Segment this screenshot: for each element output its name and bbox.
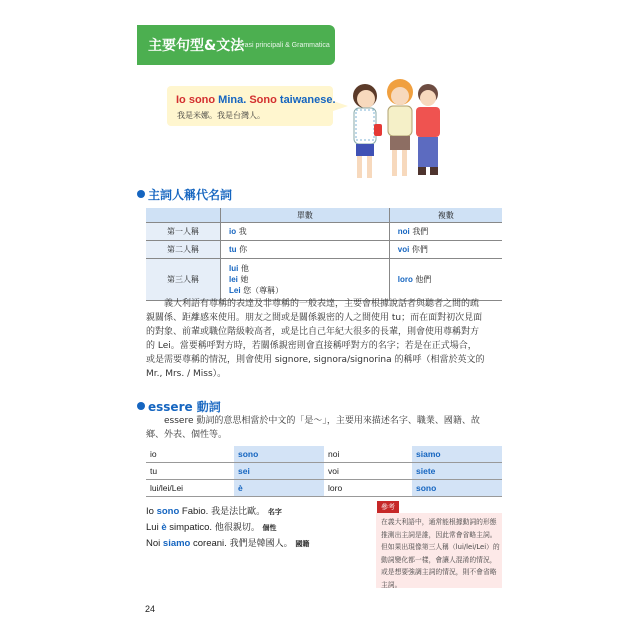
pronoun-cell: lui/lei/Lei bbox=[146, 480, 234, 497]
singular-cell bbox=[221, 223, 390, 241]
verb-cell: sono bbox=[234, 446, 324, 463]
pronoun-cell: loro bbox=[324, 480, 412, 497]
note-line: 或是想要強調主詞的情況，則不會省略 bbox=[381, 568, 497, 577]
paragraph-line: 的 Lei。當要稱呼對方時，若關係親密則會直接稱呼對方的名字；若是在正式場合， bbox=[146, 341, 477, 351]
section1-bullet-icon bbox=[137, 190, 145, 198]
example-sentence bbox=[146, 504, 282, 517]
section2-title: essere 動詞 bbox=[148, 400, 221, 414]
pronoun-cell: noi bbox=[324, 446, 412, 463]
pronoun-paragraph bbox=[146, 297, 506, 381]
pronoun-cell: io bbox=[146, 446, 234, 463]
pronoun-line bbox=[229, 263, 389, 274]
verb-cell: siamo bbox=[412, 446, 502, 463]
note-line: 但如果出現像第三人稱（lui/lei/Lei）的 bbox=[381, 543, 500, 552]
note-line: 在義大利語中，通常能根據動詞的形態 bbox=[381, 518, 497, 526]
pronoun-zh: 他 bbox=[240, 264, 249, 273]
row-label: 第三人稱 bbox=[146, 259, 221, 301]
reference-note-label: 參考 bbox=[377, 501, 399, 513]
note-line: 推測出主詞是誰，因此常會省略主詞。 bbox=[381, 530, 497, 539]
pronoun-it: io bbox=[229, 227, 237, 236]
section2-bullet-icon bbox=[137, 402, 145, 410]
example-sentence bbox=[146, 536, 309, 549]
row-label: 第一人稱 bbox=[146, 223, 221, 241]
pronoun-it: tu bbox=[229, 245, 237, 254]
pronoun-zh: 你 bbox=[239, 245, 248, 254]
verb-cell: è bbox=[234, 480, 324, 497]
example-subject: Lui bbox=[146, 522, 162, 533]
example-rest: simpatico. bbox=[166, 522, 213, 533]
bubble-sono: Sono bbox=[249, 94, 280, 106]
people-illustration bbox=[340, 74, 450, 184]
note-line: 主詞。 bbox=[381, 580, 402, 589]
plural-cell bbox=[389, 223, 502, 241]
bubble-io-sono: Io sono bbox=[176, 94, 219, 106]
section-header-title: 主要句型&文法 bbox=[148, 38, 245, 54]
paragraph-line: 鄉、外表、個性等。 bbox=[146, 430, 228, 440]
table-row bbox=[146, 446, 502, 463]
table-row bbox=[146, 480, 502, 497]
paragraph-line: 親關係、距離感來使用。朋友之間或是關係親密的人之間使用 tu；而在面對初次見面 bbox=[146, 313, 483, 323]
table-row bbox=[146, 223, 502, 241]
pronoun-cell: voi bbox=[324, 463, 412, 480]
example-verb: sono bbox=[156, 506, 180, 517]
example-tag: 個性 bbox=[262, 524, 277, 532]
plural-cell bbox=[389, 241, 502, 259]
example-rest: coreani. bbox=[190, 538, 227, 549]
example-verb: siamo bbox=[162, 538, 191, 549]
example-translation: 他很親切。 bbox=[212, 523, 260, 533]
essere-table bbox=[146, 446, 502, 497]
bubble-translation: 我是米娜。我是台灣人。 bbox=[177, 111, 265, 120]
pronoun-it: noi bbox=[397, 227, 410, 236]
singular-cell bbox=[221, 259, 390, 301]
paragraph-line: Mr., Mrs. / Miss）。 bbox=[146, 369, 227, 379]
pronoun-it: Lei bbox=[229, 286, 241, 295]
paragraph-line: 的對象、前輩或職位階級較高者，或是比自己年紀大很多的長輩，則會使用尊稱對方 bbox=[146, 327, 480, 337]
section1-title: 主詞人稱代名詞 bbox=[148, 188, 233, 202]
table-row bbox=[146, 259, 502, 301]
paragraph-line: essere 動詞的意思相當於中文的「是～」，主要用來描述名字、職業、國籍、故 bbox=[164, 416, 480, 426]
pronoun-zh: 我們 bbox=[412, 227, 429, 236]
table-row bbox=[146, 463, 502, 480]
pronoun-zh: 他們 bbox=[415, 275, 432, 284]
table-corner bbox=[146, 208, 221, 223]
pronoun-line bbox=[229, 274, 389, 285]
example-subject: Noi bbox=[146, 538, 163, 549]
pronoun-it: lui bbox=[229, 264, 239, 273]
pronoun-zh: 她 bbox=[240, 275, 249, 284]
pronoun-it: lei bbox=[229, 275, 238, 284]
bubble-taiwanese: taiwanese. bbox=[279, 94, 336, 106]
pronoun-table bbox=[146, 208, 502, 301]
verb-cell: sei bbox=[234, 463, 324, 480]
note-line: 動詞變化都一樣，會讓人混淆的情況， bbox=[381, 555, 497, 564]
row-label: 第二人稱 bbox=[146, 241, 221, 259]
example-translation: 我是法比歐。 bbox=[208, 507, 266, 517]
pronoun-zh: 我 bbox=[238, 227, 247, 236]
col-singular: 單數 bbox=[221, 208, 390, 223]
col-plural: 複數 bbox=[389, 208, 502, 223]
page-number: 24 bbox=[145, 604, 156, 614]
pronoun-it: voi bbox=[397, 245, 410, 254]
pronoun-cell: tu bbox=[146, 463, 234, 480]
reference-note-text bbox=[381, 516, 501, 592]
verb-cell: siete bbox=[412, 463, 502, 480]
essere-intro bbox=[146, 414, 506, 442]
pronoun-zh: 你們 bbox=[411, 245, 428, 254]
pronoun-line bbox=[229, 285, 389, 296]
section-header-subtitle: Frasi principali & Grammatica bbox=[238, 42, 330, 49]
pronoun-zh: 您（尊稱） bbox=[243, 286, 284, 295]
example-tag: 國籍 bbox=[295, 540, 310, 548]
bubble-mina: Mina. bbox=[218, 94, 250, 106]
example-subject: Io bbox=[146, 506, 157, 517]
table-row bbox=[146, 241, 502, 259]
paragraph-line: 義大利語有尊稱的表達及非尊稱的一般表達，主要會根據說話者與聽者之間的疏 bbox=[164, 299, 480, 309]
verb-cell: sono bbox=[412, 480, 502, 497]
example-verb: è bbox=[161, 522, 167, 533]
table-header-row bbox=[146, 208, 502, 223]
paragraph-line: 或是需要尊稱的情況，則會使用 signore, signora/signorina 的稱呼（相當於英文的 bbox=[146, 355, 485, 365]
plural-cell bbox=[389, 259, 502, 301]
example-rest: Fabio. bbox=[179, 506, 209, 517]
example-tag: 名字 bbox=[267, 508, 282, 516]
singular-cell bbox=[221, 241, 390, 259]
bubble-sentence bbox=[176, 94, 336, 106]
example-translation: 我們是韓國人。 bbox=[226, 539, 293, 549]
example-sentence bbox=[146, 520, 277, 533]
pronoun-it: loro bbox=[397, 275, 413, 284]
